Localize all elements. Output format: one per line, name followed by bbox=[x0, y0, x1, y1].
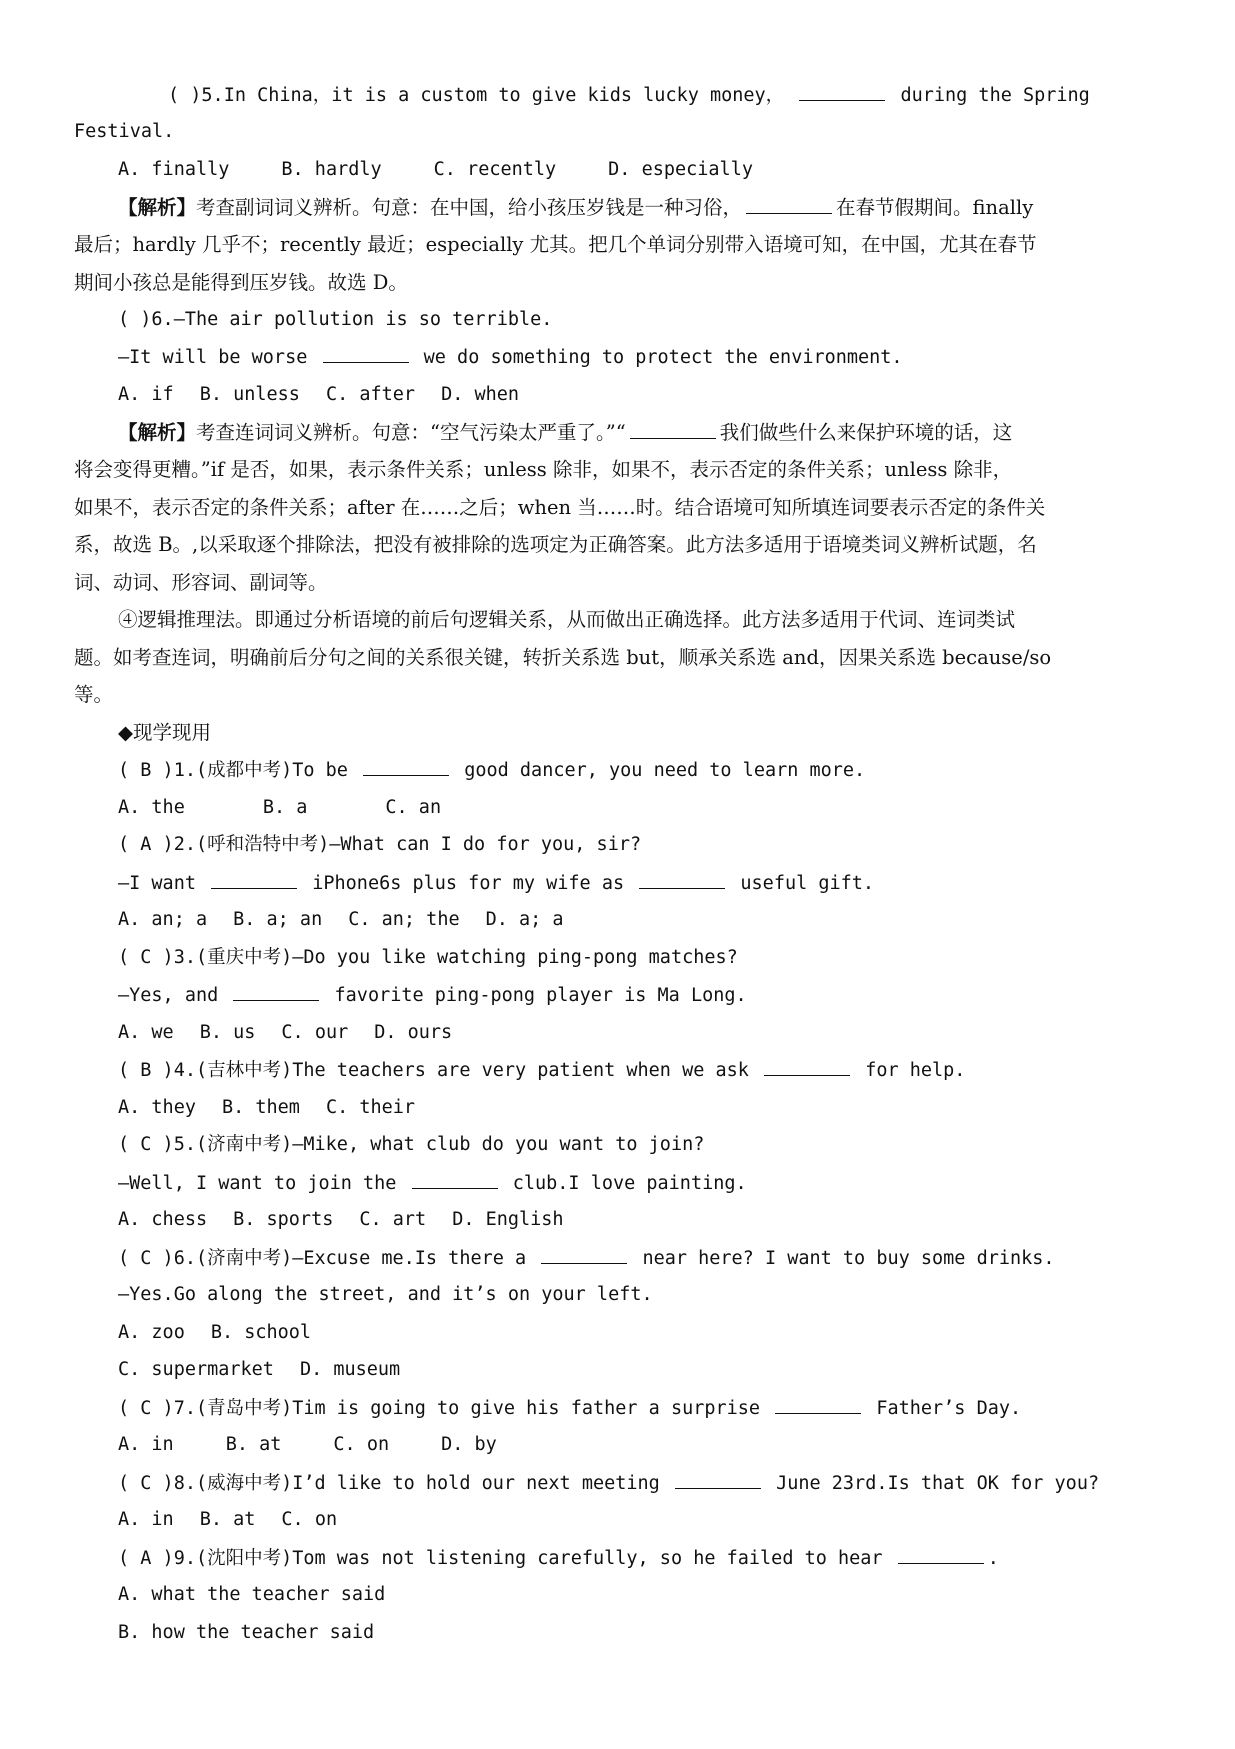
q5-stem-a: In China，it is a custom to give kids lucky money， bbox=[223, 85, 785, 106]
q6-option-b: B. unless bbox=[199, 384, 300, 405]
q5-option-a: A. finally bbox=[118, 159, 230, 180]
practice-heading: ◆现学现用 bbox=[118, 721, 211, 744]
p2-option-c: C. an; the bbox=[348, 909, 460, 930]
q6-stem-2a: —It will be worse bbox=[118, 347, 308, 368]
q5-options bbox=[118, 157, 1164, 183]
p1-option-c: C. an bbox=[385, 797, 442, 818]
p8-source: (威海中考) bbox=[195, 1473, 293, 1494]
p5-stem-2b: club.I love painting. bbox=[512, 1173, 747, 1194]
p9-option-b: B. how the teacher said bbox=[118, 1622, 375, 1643]
q6-analysis-blank bbox=[630, 420, 716, 439]
p5-option-a: A. chess bbox=[118, 1209, 208, 1230]
p8-stem bbox=[118, 1470, 1164, 1497]
p4-stem-a: The teachers are very patient when we ask bbox=[292, 1060, 749, 1081]
p7-source: (青岛中考) bbox=[195, 1398, 293, 1419]
p3-option-b: B. us bbox=[199, 1022, 256, 1043]
p2-source: (呼和浩特中考) bbox=[195, 834, 330, 855]
p5-option-d: D. English bbox=[452, 1209, 564, 1230]
q6-stem-line-2 bbox=[118, 344, 1164, 371]
p4-answer-blank bbox=[764, 1057, 850, 1076]
q5-analysis-1a: 考查副词词义辨析。句意：在中国，给小孩压岁钱是一种习俗， bbox=[196, 196, 743, 219]
p7-option-c: C. on bbox=[333, 1434, 390, 1455]
p2-options bbox=[118, 907, 1164, 933]
q5-answer-blank bbox=[799, 82, 885, 101]
p2-prefix: ( A )2. bbox=[118, 834, 196, 855]
q6-option-c: C. after bbox=[325, 384, 416, 405]
p7-prefix: ( C )7. bbox=[118, 1398, 196, 1419]
p2-option-d: D. a; a bbox=[485, 909, 564, 930]
q6-analysis-line-3: 如果不，表示否定的条件关系；after 在……之后；when 当……时。结合语境可知所填连词要表示否定的条件关 bbox=[74, 496, 1046, 519]
q5-analysis-line-3: 期间小孩总是能得到压岁钱。故选 D。 bbox=[74, 271, 408, 294]
p6-stem-1b: near here? I want to buy some drinks. bbox=[642, 1248, 1055, 1269]
q6-stem-line-1 bbox=[118, 307, 1164, 333]
q5-stem-cont: Festival. bbox=[74, 121, 175, 142]
p2-option-a: A. an; a bbox=[118, 909, 208, 930]
p9-stem-b: . bbox=[987, 1548, 999, 1569]
p6-option-d: D. museum bbox=[299, 1359, 401, 1380]
q6-analysis-line-2: 将会变得更糟。”if 是否，如果，表示条件关系；unless 除非，如果不，表示否定的条件关系；unless 除非， bbox=[74, 458, 1013, 481]
q5-analysis-line-2: 最后；hardly 几乎不；recently 最近；especially 尤其。把几个单词分别带入语境可知，在中国，尤其在春节 bbox=[74, 233, 1037, 256]
p4-options bbox=[118, 1095, 1164, 1121]
p2-answer-blank-2 bbox=[639, 870, 725, 889]
p4-option-a: A. they bbox=[118, 1097, 196, 1118]
p3-answer-blank bbox=[233, 982, 319, 1001]
p3-options bbox=[118, 1020, 1164, 1046]
p1-option-a: A. the bbox=[118, 797, 185, 818]
p1-options bbox=[118, 795, 1164, 821]
q6-analysis-line-1 bbox=[118, 420, 1164, 446]
p4-option-b: B. them bbox=[221, 1097, 300, 1118]
p3-stem-1: —Do you like watching ping-pong matches? bbox=[292, 947, 738, 968]
q6-option-a: A. if bbox=[118, 384, 174, 405]
p8-options bbox=[118, 1507, 1164, 1533]
p6-stem-line-1 bbox=[118, 1245, 1164, 1272]
p7-option-d: D. by bbox=[441, 1434, 497, 1455]
p9-prefix: ( A )9. bbox=[118, 1548, 196, 1569]
p4-option-c: C. their bbox=[325, 1097, 416, 1118]
p8-option-c: C. on bbox=[281, 1509, 338, 1530]
p9-option-a: A. what the teacher said bbox=[118, 1584, 386, 1605]
p1-stem bbox=[118, 757, 1164, 784]
p2-stem-2a: —I want bbox=[118, 873, 196, 894]
q6-options bbox=[118, 382, 1164, 408]
p6-source: (济南中考) bbox=[195, 1248, 293, 1269]
p3-source: (重庆中考) bbox=[195, 947, 293, 968]
q6-answer-blank bbox=[323, 344, 409, 363]
p3-option-d: D. ours bbox=[374, 1022, 453, 1043]
p1-stem-a: To be bbox=[292, 760, 348, 781]
p6-options-row-2 bbox=[118, 1357, 1164, 1383]
p5-prefix: ( C )5. bbox=[118, 1134, 196, 1155]
p5-option-b: B. sports bbox=[233, 1209, 334, 1230]
p3-option-a: A. we bbox=[118, 1022, 174, 1043]
p8-option-a: A. in bbox=[118, 1509, 174, 1530]
p9-answer-blank bbox=[898, 1545, 984, 1564]
p4-stem bbox=[118, 1057, 1164, 1084]
method4-line-2: 题。如考查连词，明确前后分句之间的关系很关键，转折关系选 but，顺承关系选 and，因果关系选 because/so bbox=[74, 646, 1052, 669]
p5-source: (济南中考) bbox=[195, 1134, 293, 1155]
p5-stem-line-1 bbox=[118, 1132, 1164, 1158]
p3-prefix: ( C )3. bbox=[118, 947, 196, 968]
p4-prefix: ( B )4. bbox=[118, 1060, 196, 1081]
p1-option-b: B. a bbox=[262, 797, 308, 818]
q5-stem-line bbox=[168, 82, 1164, 109]
p4-source: (吉林中考) bbox=[195, 1060, 293, 1081]
p3-stem-2b: favorite ping-pong player is Ma Long. bbox=[334, 985, 747, 1006]
p5-options bbox=[118, 1207, 1164, 1233]
p7-options bbox=[118, 1432, 1164, 1458]
q6-analysis-1a: 考查连词词义辨析。句意：“空气污染太严重了。”“ bbox=[196, 421, 626, 444]
q5-option-b: B. hardly bbox=[281, 159, 382, 180]
p8-prefix: ( C )8. bbox=[118, 1473, 196, 1494]
p6-option-a: A. zoo bbox=[118, 1322, 185, 1343]
q5-stem-b: during the Spring bbox=[900, 85, 1090, 106]
p8-option-b: B. at bbox=[199, 1509, 256, 1530]
p2-stem-line-2 bbox=[118, 870, 1164, 897]
p7-option-a: A. in bbox=[118, 1434, 174, 1455]
p8-stem-a: I’d like to hold our next meeting bbox=[292, 1473, 660, 1494]
p1-source: (成都中考) bbox=[195, 760, 293, 781]
q6-analysis-line-5: 词、动词、形容词、副词等。 bbox=[74, 571, 328, 594]
p2-option-b: B. a; an bbox=[233, 909, 323, 930]
p1-prefix: ( B )1. bbox=[118, 760, 196, 781]
p6-answer-blank bbox=[541, 1245, 627, 1264]
q5-analysis-1b: 在春节假期间。finally bbox=[836, 196, 1034, 219]
p2-stem-2b: iPhone6s plus for my wife as bbox=[312, 873, 625, 894]
p3-stem-2a: —Yes, and bbox=[118, 985, 219, 1006]
q5-option-d: D. especially bbox=[608, 159, 753, 180]
q6-analysis-tag: 【解析】 bbox=[118, 421, 197, 444]
p8-answer-blank bbox=[675, 1470, 761, 1489]
p5-option-c: C. art bbox=[359, 1209, 427, 1230]
p1-stem-b: good dancer, you need to learn more. bbox=[464, 760, 866, 781]
p3-option-c: C. our bbox=[281, 1022, 349, 1043]
p2-stem-1: —What can I do for you, sir? bbox=[329, 834, 642, 855]
q6-analysis-1b: 我们做些什么来保护环境的话，这 bbox=[719, 421, 1013, 444]
q5-prefix: ( )5. bbox=[168, 85, 224, 106]
p2-stem-2c: useful gift. bbox=[740, 873, 875, 894]
p5-stem-line-2 bbox=[118, 1170, 1164, 1197]
p3-stem-line-2 bbox=[118, 982, 1164, 1009]
p7-option-b: B. at bbox=[225, 1434, 282, 1455]
q5-option-c: C. recently bbox=[433, 159, 557, 180]
q5-analysis-tag: 【解析】 bbox=[118, 196, 197, 219]
method4-line-1: ④逻辑推理法。即通过分析语境的前后句逻辑关系，从而做出正确选择。此方法多适用于代词、连词类试 bbox=[118, 608, 1016, 631]
p9-stem-a: Tom was not listening carefully, so he failed to hear bbox=[292, 1548, 883, 1569]
p1-answer-blank bbox=[363, 757, 449, 776]
p5-stem-2a: —Well, I want to join the bbox=[118, 1173, 397, 1194]
p6-stem-line-2: —Yes.Go along the street, and it’s on your left. bbox=[118, 1284, 653, 1305]
p2-stem-line-1 bbox=[118, 832, 1164, 858]
p8-stem-b: June 23rd.Is that OK for you? bbox=[776, 1473, 1100, 1494]
p9-source: (沈阳中考) bbox=[195, 1548, 293, 1569]
q5-analysis-line-1 bbox=[118, 195, 1164, 221]
p9-stem bbox=[118, 1545, 1164, 1572]
p3-stem-line-1 bbox=[118, 945, 1164, 971]
p6-option-b: B. school bbox=[210, 1322, 312, 1343]
p4-stem-b: for help. bbox=[865, 1060, 966, 1081]
q6-stem-2b: we do something to protect the environment. bbox=[423, 347, 903, 368]
q6-analysis-line-4: 系，故选 B。,以采取逐个排除法，把没有被排除的选项定为正确答案。此方法多适用于语境类词义辨析试题，名 bbox=[74, 533, 1037, 556]
p7-stem bbox=[118, 1395, 1164, 1422]
q6-stem-1: —The air pollution is so terrible. bbox=[173, 309, 553, 330]
p7-stem-b: Father’s Day. bbox=[876, 1398, 1022, 1419]
p6-options-row-1 bbox=[118, 1320, 1164, 1346]
p7-stem-a: Tim is going to give his father a surprise bbox=[292, 1398, 761, 1419]
p6-option-c: C. supermarket bbox=[118, 1359, 274, 1380]
p5-answer-blank bbox=[412, 1170, 498, 1189]
p6-prefix: ( C )6. bbox=[118, 1248, 196, 1269]
q6-option-d: D. when bbox=[441, 384, 520, 405]
p6-stem-1a: —Excuse me.Is there a bbox=[292, 1248, 527, 1269]
method4-line-3: 等。 bbox=[74, 683, 114, 706]
p5-stem-1: —Mike, what club do you want to join? bbox=[292, 1134, 705, 1155]
p7-answer-blank bbox=[775, 1395, 861, 1414]
q6-prefix: ( )6. bbox=[118, 309, 174, 330]
q5-analysis-blank bbox=[746, 195, 832, 214]
p2-answer-blank-1 bbox=[211, 870, 297, 889]
